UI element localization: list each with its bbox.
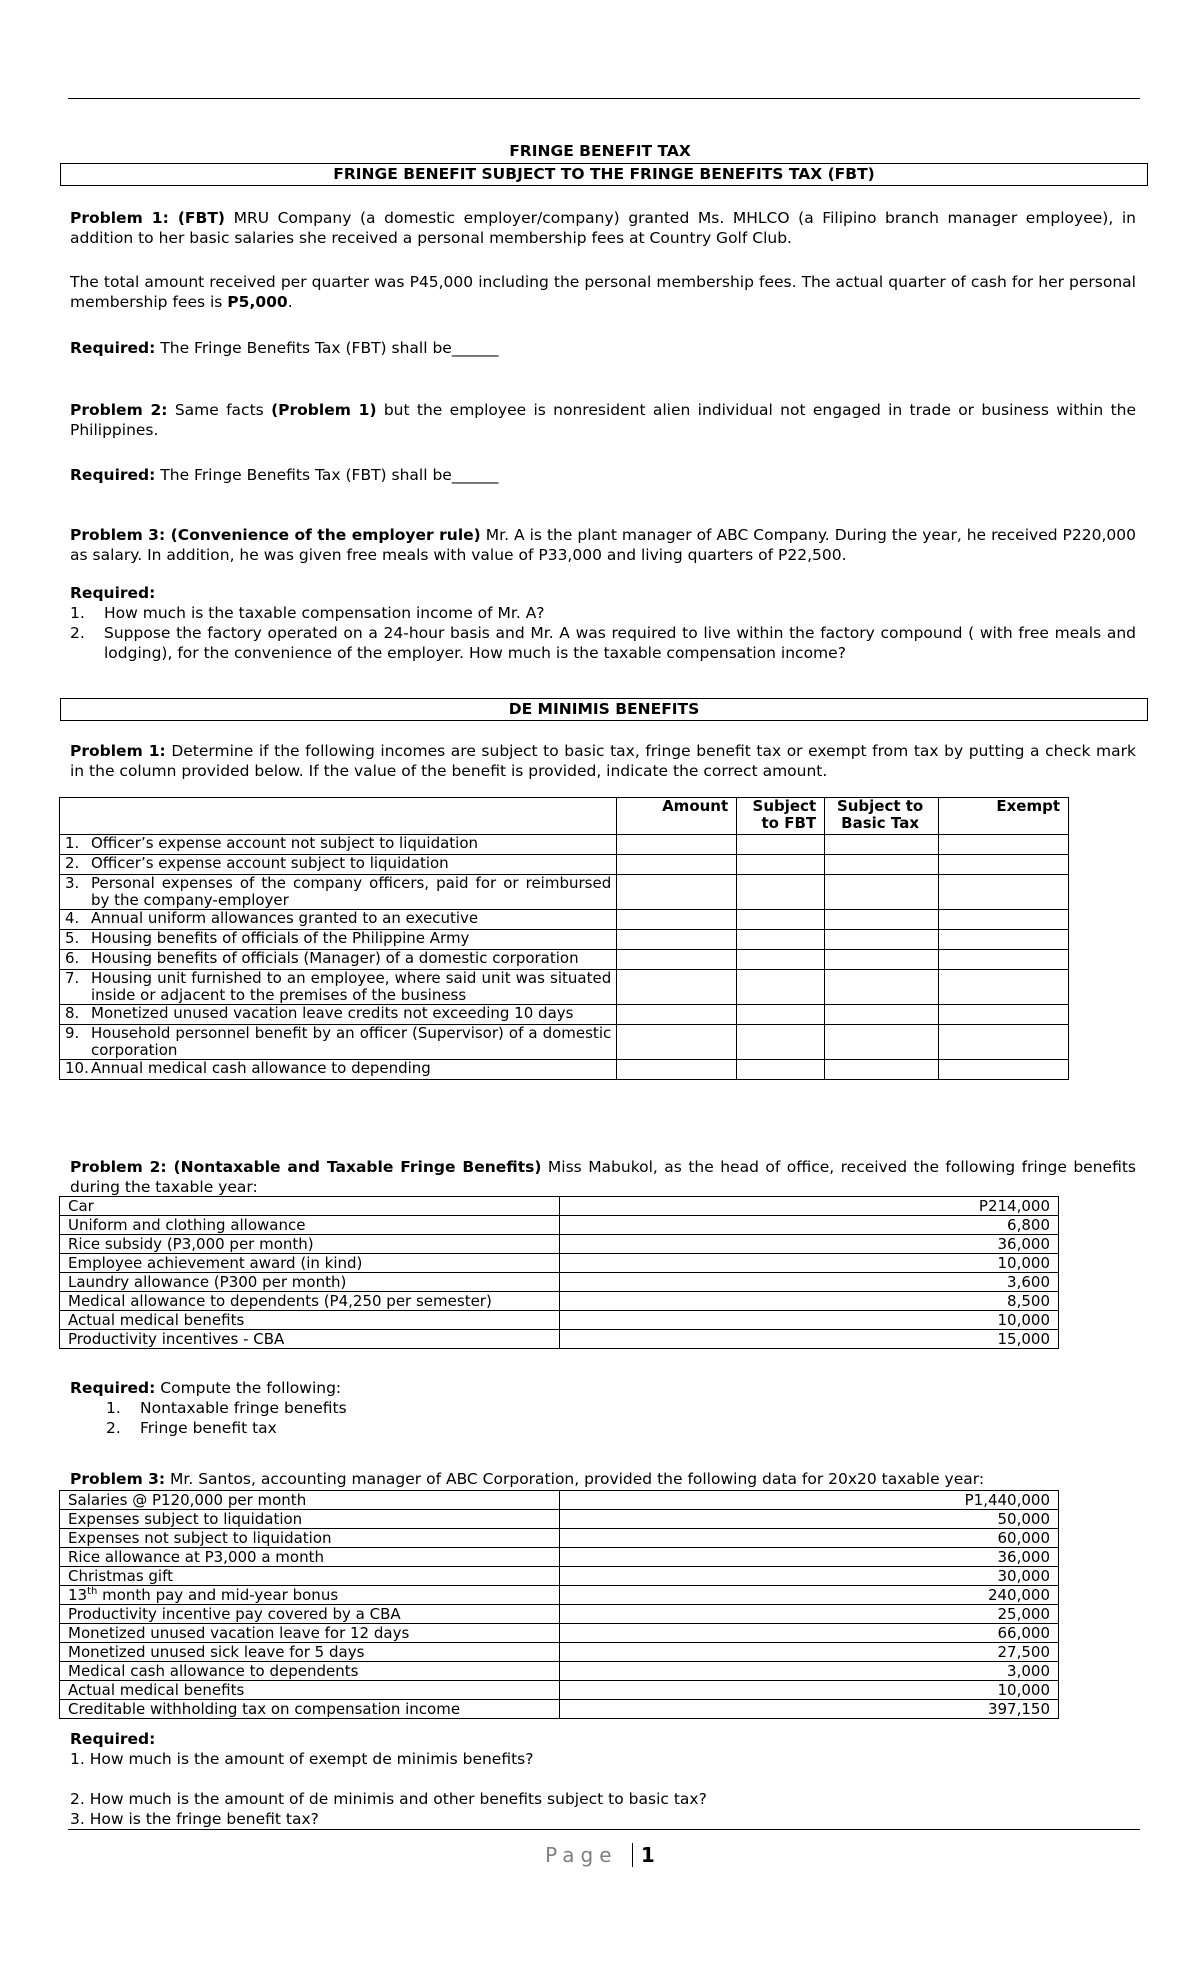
item-cell <box>60 1586 560 1605</box>
dm-problem-3 <box>70 1469 1136 1489</box>
table-row <box>60 1273 1059 1292</box>
benefit-text: Officer’s expense account not subject to liquidation <box>91 834 479 852</box>
item-text: Medical cash allowance to dependents <box>68 1662 359 1680</box>
fbt-problem-3 <box>70 525 1136 565</box>
item-cell <box>60 1681 560 1700</box>
subject-basic-cell[interactable] <box>825 950 939 970</box>
amount-cell: 3,000 <box>559 1662 1059 1681</box>
item-cell <box>60 1510 560 1529</box>
table-row <box>60 1311 1059 1330</box>
list-number: 2. <box>70 624 85 642</box>
fringe-benefits-table <box>59 1196 1059 1349</box>
exempt-cell[interactable] <box>939 950 1069 970</box>
benefit-item <box>65 910 611 927</box>
table-row <box>60 1491 1059 1510</box>
dm-problem-1-text: Determine if the following incomes are subject to basic tax, fringe benefit tax or exempt from tax by putting a check mark in the column provided below. If the value of the benefit is provided, indicate the correct amount. <box>70 742 1137 780</box>
benefit-cell <box>60 910 617 930</box>
table-row <box>60 910 1069 930</box>
amount-cell: 60,000 <box>559 1529 1059 1548</box>
benefit-cell <box>60 1005 617 1025</box>
item-text: Productivity incentive pay covered by a CBA <box>68 1605 401 1623</box>
amount-cell: 50,000 <box>559 1510 1059 1529</box>
table-row <box>60 1567 1059 1586</box>
row-number: 8. <box>65 1004 80 1022</box>
benefit-item <box>65 950 611 967</box>
compensation-data-table <box>59 1490 1059 1719</box>
header-exempt: Exempt <box>939 798 1069 835</box>
exempt-cell[interactable] <box>939 875 1069 910</box>
item-cell <box>60 1624 560 1643</box>
item-cell <box>60 1700 560 1719</box>
table-row <box>60 1197 1059 1216</box>
required-label: Required: <box>70 466 156 484</box>
benefit-text: Housing benefits of officials (Manager) of a domestic corporation <box>91 949 579 967</box>
item-text: Actual medical benefits <box>68 1311 245 1329</box>
dm-problem-1 <box>70 741 1136 781</box>
table-row <box>60 1216 1059 1235</box>
benefit-cell <box>60 1060 617 1080</box>
table-row <box>60 1624 1059 1643</box>
row-number: 7. <box>65 969 80 987</box>
amount-cell: 240,000 <box>559 1586 1059 1605</box>
table-row <box>60 1681 1059 1700</box>
dm-problem-1-label: Problem 1: <box>70 742 166 760</box>
fbt-problem-1 <box>70 208 1136 248</box>
row-number: 4. <box>65 909 80 927</box>
list-text: Fringe benefit tax <box>140 1419 277 1437</box>
benefit-item <box>65 930 611 947</box>
dm-problem-2-label: Problem 2: (Nontaxable and Taxable Fringe Benefits) <box>70 1158 542 1176</box>
item-cell <box>60 1662 560 1681</box>
item-text: Medical allowance to dependents (P4,250 per semester) <box>68 1292 492 1310</box>
subject-basic-cell[interactable] <box>825 875 939 910</box>
benefit-text: Annual medical cash allowance to depending <box>91 1059 431 1077</box>
table-row <box>60 930 1069 950</box>
subject-basic-cell[interactable] <box>825 970 939 1005</box>
amount-cell: 66,000 <box>559 1624 1059 1643</box>
list-number: 1. <box>106 1399 121 1417</box>
dm-problem-2-text: Miss Mabukol, as the head of office, received the following fringe benefits during the taxable year: <box>70 1158 1136 1196</box>
exempt-cell[interactable] <box>939 970 1069 1005</box>
amount-cell[interactable] <box>617 950 737 970</box>
benefit-cell <box>60 835 617 855</box>
benefit-cell <box>60 950 617 970</box>
item-text: Actual medical benefits <box>68 1681 245 1699</box>
table-row <box>60 875 1069 910</box>
item-cell <box>60 1567 560 1586</box>
item-text: Expenses subject to liquidation <box>68 1510 303 1528</box>
subject-fbt-cell[interactable] <box>737 930 825 950</box>
item-cell <box>60 1491 560 1510</box>
amount-cell: 27,500 <box>559 1643 1059 1662</box>
de-minimis-table <box>59 797 1069 1080</box>
required-label: Required: <box>70 1730 156 1748</box>
list-item <box>70 603 1136 623</box>
item-text: Monetized unused sick leave for 5 days <box>68 1643 365 1661</box>
amount-cell: 10,000 <box>559 1681 1059 1700</box>
table-row <box>60 1700 1059 1719</box>
row-number: 6. <box>65 949 80 967</box>
amount-cell: 3,600 <box>559 1273 1058 1292</box>
benefit-cell <box>60 1025 617 1060</box>
fbt-problem-1-period: . <box>287 293 293 311</box>
fbt-problem-2-ref: (Problem 1) <box>271 401 377 419</box>
amount-cell: 36,000 <box>559 1548 1059 1567</box>
dm-problem-3-question-1: 1. How much is the amount of exempt de minimis benefits? <box>70 1750 534 1768</box>
table-row <box>60 950 1069 970</box>
exempt-cell[interactable] <box>939 1025 1069 1060</box>
item-cell <box>60 1643 560 1662</box>
amount-cell: 30,000 <box>559 1567 1059 1586</box>
amount-cell: 8,500 <box>559 1292 1058 1311</box>
fbt-problem-2-text: Same facts <box>167 401 272 419</box>
table-row <box>60 1529 1059 1548</box>
dm-problem-3-question-3: 3. How is the fringe benefit tax? <box>70 1810 319 1828</box>
exempt-cell[interactable] <box>939 930 1069 950</box>
list-item <box>106 1398 706 1418</box>
amount-cell[interactable] <box>617 835 737 855</box>
required-text: The Fringe Benefits Tax (FBT) shall be______ <box>155 466 499 484</box>
list-text: Nontaxable fringe benefits <box>140 1399 347 1417</box>
subject-fbt-cell[interactable] <box>737 835 825 855</box>
subject-basic-cell[interactable] <box>825 855 939 875</box>
amount-cell: 25,000 <box>559 1605 1059 1624</box>
header-subject-basic: Subject to Basic Tax <box>825 798 939 835</box>
benefit-item <box>65 835 611 852</box>
benefit-cell <box>60 855 617 875</box>
page-label: Page <box>545 1843 618 1867</box>
benefit-item <box>65 1060 611 1077</box>
table-row <box>60 1060 1069 1080</box>
item-text: month pay and mid-year bonus <box>97 1586 339 1604</box>
amount-cell[interactable] <box>617 910 737 930</box>
subject-fbt-cell[interactable] <box>737 1060 825 1080</box>
benefit-cell <box>60 970 617 1005</box>
subject-basic-cell[interactable] <box>825 1005 939 1025</box>
amount-cell: 397,150 <box>559 1700 1059 1719</box>
item-cell <box>60 1292 560 1311</box>
row-number: 5. <box>65 929 80 947</box>
list-text: How much is the taxable compensation income of Mr. A? <box>104 604 545 622</box>
table-row <box>60 1235 1059 1254</box>
fbt-problem-1-amount: P5,000 <box>227 293 288 311</box>
page-title: FRINGE BENEFIT TAX <box>509 142 691 160</box>
fbt-problem-2 <box>70 400 1136 440</box>
row-number: 9. <box>65 1024 80 1042</box>
required-label: Required: <box>70 584 156 602</box>
fbt-problem-1-label: Problem 1: (FBT) <box>70 209 225 227</box>
dm-problem-2 <box>70 1157 1136 1197</box>
amount-cell: 6,800 <box>559 1216 1058 1235</box>
table-row <box>60 1586 1059 1605</box>
dm-problem-3-required <box>70 1729 1136 1749</box>
item-text: Christmas gift <box>68 1567 173 1585</box>
item-text: Uniform and clothing allowance <box>68 1216 306 1234</box>
benefit-item <box>65 855 611 872</box>
table-row <box>60 1005 1069 1025</box>
fbt-problem-2-label: Problem 2: <box>70 401 168 419</box>
amount-cell: P214,000 <box>559 1197 1058 1216</box>
item-cell <box>60 1529 560 1548</box>
benefit-text: Housing unit furnished to an employee, where said unit was situated inside or adjacent to the premises of the business <box>91 969 612 1004</box>
item-cell <box>60 1330 560 1349</box>
page-footer <box>0 1843 1200 1867</box>
exempt-cell[interactable] <box>939 835 1069 855</box>
benefit-item <box>65 1025 611 1059</box>
subject-fbt-cell[interactable] <box>737 1025 825 1060</box>
benefit-text: Annual uniform allowances granted to an executive <box>91 909 479 927</box>
table-row <box>60 1254 1059 1273</box>
benefit-text: Officer’s expense account subject to liquidation <box>91 854 449 872</box>
table-row <box>60 1643 1059 1662</box>
benefit-text: Household personnel benefit by an officer (Supervisor) of a domestic corporation <box>91 1024 612 1059</box>
table-row <box>60 1025 1069 1060</box>
amount-cell: 36,000 <box>559 1235 1058 1254</box>
section-header-fbt: FRINGE BENEFIT SUBJECT TO THE FRINGE BENEFITS TAX (FBT) <box>60 163 1148 186</box>
exempt-cell[interactable] <box>939 1060 1069 1080</box>
required-label: Required: <box>70 1379 156 1397</box>
amount-cell[interactable] <box>617 1060 737 1080</box>
row-number: 1. <box>65 834 80 852</box>
table-row <box>60 835 1069 855</box>
fbt-problem-1-required <box>70 338 1136 358</box>
subject-fbt-cell[interactable] <box>737 910 825 930</box>
fbt-problem-3-label: Problem 3: (Convenience of the employer rule) <box>70 526 481 544</box>
row-number: 3. <box>65 874 80 892</box>
fbt-problem-1-detail-text: The total amount received per quarter was P45,000 including the personal membership fees. The actual quarter of cash for her personal membership fees is <box>70 273 1136 311</box>
item-text: Expenses not subject to liquidation <box>68 1529 332 1547</box>
list-number: 2. <box>106 1419 121 1437</box>
bottom-rule <box>68 1829 1140 1830</box>
amount-cell: 10,000 <box>559 1311 1058 1330</box>
item-cell <box>60 1548 560 1567</box>
item-text: Monetized unused vacation leave for 12 days <box>68 1624 410 1642</box>
amount-cell[interactable] <box>617 1025 737 1060</box>
item-cell <box>60 1197 560 1216</box>
exempt-cell[interactable] <box>939 1005 1069 1025</box>
fbt-problem-2-text-2: but the employee is nonresident alien individual not engaged in trade or business within the Philippines. <box>70 401 1137 439</box>
item-text: Car <box>68 1197 94 1215</box>
item-text: Employee achievement award (in kind) <box>68 1254 363 1272</box>
item-cell <box>60 1235 560 1254</box>
dm-problem-3-label: Problem 3: <box>70 1470 166 1488</box>
top-rule <box>68 98 1140 99</box>
item-text: Productivity incentives - CBA <box>68 1330 285 1348</box>
subject-basic-cell[interactable] <box>825 1025 939 1060</box>
benefit-text: Personal expenses of the company officers, paid for or reimbursed by the company-employer <box>91 874 612 909</box>
header-item <box>60 798 617 835</box>
item-text: Creditable withholding tax on compensation income <box>68 1700 461 1718</box>
list-item <box>106 1418 706 1438</box>
amount-cell[interactable] <box>617 1005 737 1025</box>
fbt-problem-3-text: Mr. A is the plant manager of ABC Company. During the year, he received P220,000 as salary. In addition, he was given free meals with value of P33,000 and living quarters of P22,500. <box>70 526 1136 564</box>
benefit-cell <box>60 875 617 910</box>
required-text: Compute the following: <box>155 1379 342 1397</box>
benefit-item <box>65 1005 611 1022</box>
fbt-problem-1-detail <box>70 272 1136 312</box>
dm-problem-3-text: Mr. Santos, accounting manager of ABC Corporation, provided the following data for 20x20 taxable year: <box>165 1470 985 1488</box>
subject-fbt-cell[interactable] <box>737 950 825 970</box>
page-number: 1 <box>632 1843 655 1867</box>
item-cell <box>60 1605 560 1624</box>
subject-basic-cell[interactable] <box>825 835 939 855</box>
item-cell <box>60 1311 560 1330</box>
table-row <box>60 1548 1059 1567</box>
item-superscript: th <box>87 1586 98 1597</box>
subject-fbt-cell[interactable] <box>737 970 825 1005</box>
dm-problem-3-question-2: 2. How much is the amount of de minimis and other benefits subject to basic tax? <box>70 1790 707 1808</box>
item-cell <box>60 1273 560 1292</box>
amount-cell[interactable] <box>617 875 737 910</box>
item-text: Salaries @ P120,000 per month <box>68 1491 307 1509</box>
amount-cell[interactable] <box>617 930 737 950</box>
item-cell <box>60 1216 560 1235</box>
list-text: Suppose the factory operated on a 24-hour basis and Mr. A was required to live within the factory compound ( with free meals and lodging), for the convenience of the employer. How much is the taxable compensation income? <box>104 624 1136 662</box>
list-item <box>70 623 1136 663</box>
table-row <box>60 1605 1059 1624</box>
subject-fbt-cell[interactable] <box>737 1005 825 1025</box>
amount-cell: P1,440,000 <box>559 1491 1059 1510</box>
amount-cell[interactable] <box>617 970 737 1005</box>
table-row <box>60 855 1069 875</box>
header-subject-fbt: Subject to FBT <box>737 798 825 835</box>
row-number: 2. <box>65 854 80 872</box>
table-row <box>60 970 1069 1005</box>
fbt-problem-3-required <box>70 583 1136 603</box>
exempt-cell[interactable] <box>939 910 1069 930</box>
subject-basic-cell[interactable] <box>825 910 939 930</box>
table-row <box>60 1292 1059 1311</box>
required-text: The Fringe Benefits Tax (FBT) shall be______ <box>155 339 499 357</box>
fbt-problem-1-text: MRU Company (a domestic employer/company) granted Ms. MHLCO (a Filipino branch manager employee), in addition to her basic salaries she received a personal membership fees at Country Golf Club. <box>70 209 1136 247</box>
item-text: Rice subsidy (P3,000 per month) <box>68 1235 314 1253</box>
exempt-cell[interactable] <box>939 855 1069 875</box>
benefit-text: Monetized unused vacation leave credits not exceeding 10 days <box>91 1004 574 1022</box>
section-header-de-minimis: DE MINIMIS BENEFITS <box>60 698 1148 721</box>
dm-problem-2-required <box>70 1378 1136 1398</box>
benefit-item <box>65 875 611 909</box>
item-text: Rice allowance at P3,000 a month <box>68 1548 324 1566</box>
row-number: 10. <box>65 1059 89 1077</box>
dm-problem-2-questions <box>106 1398 706 1438</box>
amount-cell[interactable] <box>617 855 737 875</box>
table-header-row <box>60 798 1069 835</box>
benefit-text: Housing benefits of officials of the Philippine Army <box>91 929 470 947</box>
item-cell <box>60 1254 560 1273</box>
table-row <box>60 1330 1059 1349</box>
benefit-item <box>65 970 611 1004</box>
list-number: 1. <box>70 604 85 622</box>
subject-fbt-cell[interactable] <box>737 875 825 910</box>
amount-cell: 15,000 <box>559 1330 1058 1349</box>
subject-fbt-cell[interactable] <box>737 855 825 875</box>
item-text: Laundry allowance (P300 per month) <box>68 1273 347 1291</box>
amount-cell: 10,000 <box>559 1254 1058 1273</box>
subject-basic-cell[interactable] <box>825 1060 939 1080</box>
subject-basic-cell[interactable] <box>825 930 939 950</box>
benefit-cell <box>60 930 617 950</box>
fbt-problem-3-questions <box>70 603 1136 663</box>
fbt-problem-2-required <box>70 465 1136 485</box>
item-text: 13 <box>68 1586 88 1604</box>
table-row <box>60 1662 1059 1681</box>
required-label: Required: <box>70 339 156 357</box>
table-row <box>60 1510 1059 1529</box>
header-amount: Amount <box>617 798 737 835</box>
